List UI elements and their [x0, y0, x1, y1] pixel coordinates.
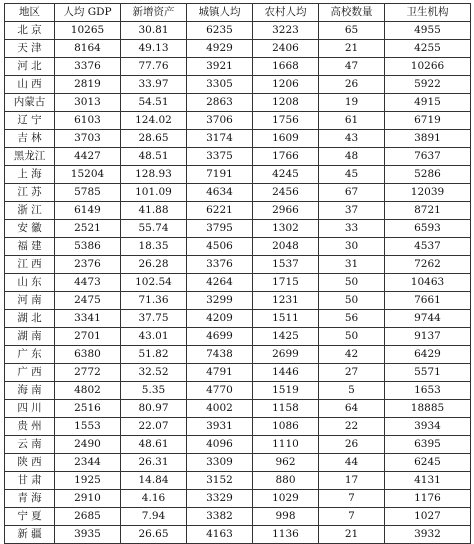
gdp-cell: 2910 — [55, 490, 121, 508]
table-row — [5, 40, 471, 58]
health-cell: 9137 — [385, 328, 471, 346]
new-assets-cell: 7.94 — [121, 508, 187, 526]
urban-cell: 3309 — [187, 454, 253, 472]
urban-cell: 4002 — [187, 400, 253, 418]
table-row — [5, 130, 471, 148]
gdp-cell: 2521 — [55, 220, 121, 238]
urban-cell: 3795 — [187, 220, 253, 238]
urban-cell: 3305 — [187, 76, 253, 94]
urban-cell: 3329 — [187, 490, 253, 508]
region-cell: 山 东 — [5, 274, 55, 292]
urban-cell: 4264 — [187, 274, 253, 292]
university-cell: 22 — [319, 418, 385, 436]
gdp-cell: 1553 — [55, 418, 121, 436]
new-assets-cell: 18.35 — [121, 238, 187, 256]
health-cell: 6429 — [385, 346, 471, 364]
table-row — [5, 364, 471, 382]
urban-cell: 3931 — [187, 418, 253, 436]
table-row — [5, 274, 471, 292]
urban-cell: 4506 — [187, 238, 253, 256]
region-cell: 新 疆 — [5, 526, 55, 544]
health-cell: 8721 — [385, 202, 471, 220]
rural-cell: 4245 — [253, 166, 319, 184]
university-cell: 65 — [319, 22, 385, 40]
university-cell: 67 — [319, 184, 385, 202]
region-cell: 山 西 — [5, 76, 55, 94]
urban-cell: 3375 — [187, 148, 253, 166]
gdp-cell: 4802 — [55, 382, 121, 400]
university-cell: 26 — [319, 76, 385, 94]
new-assets-cell: 101.09 — [121, 184, 187, 202]
gdp-cell: 3376 — [55, 58, 121, 76]
university-cell: 56 — [319, 310, 385, 328]
table-row — [5, 94, 471, 112]
new-assets-cell: 102.54 — [121, 274, 187, 292]
table-row — [5, 418, 471, 436]
table-row — [5, 220, 471, 238]
new-assets-cell: 124.02 — [121, 112, 187, 130]
region-cell: 湖 北 — [5, 310, 55, 328]
rural-cell: 1158 — [253, 400, 319, 418]
table-row — [5, 400, 471, 418]
urban-cell: 4929 — [187, 40, 253, 58]
rural-cell: 2456 — [253, 184, 319, 202]
rural-cell: 1609 — [253, 130, 319, 148]
table-row — [5, 238, 471, 256]
gdp-cell: 2772 — [55, 364, 121, 382]
new-assets-cell: 55.74 — [121, 220, 187, 238]
table-row — [5, 112, 471, 130]
table-row — [5, 310, 471, 328]
rural-cell: 998 — [253, 508, 319, 526]
urban-cell: 4096 — [187, 436, 253, 454]
rural-cell: 1231 — [253, 292, 319, 310]
urban-cell: 3174 — [187, 130, 253, 148]
rural-cell: 1136 — [253, 526, 319, 544]
new-assets-cell: 30.81 — [121, 22, 187, 40]
table-header — [5, 4, 471, 22]
new-assets-cell: 48.51 — [121, 148, 187, 166]
health-cell: 5571 — [385, 364, 471, 382]
rural-cell: 1446 — [253, 364, 319, 382]
region-cell: 江 西 — [5, 256, 55, 274]
health-cell: 6593 — [385, 220, 471, 238]
new-assets-cell: 5.35 — [121, 382, 187, 400]
university-cell: 21 — [319, 526, 385, 544]
health-cell: 9744 — [385, 310, 471, 328]
university-cell: 48 — [319, 148, 385, 166]
university-cell: 64 — [319, 400, 385, 418]
university-cell: 44 — [319, 454, 385, 472]
urban-cell: 4634 — [187, 184, 253, 202]
gdp-cell: 5386 — [55, 238, 121, 256]
new-assets-cell: 49.13 — [121, 40, 187, 58]
region-cell: 河 北 — [5, 58, 55, 76]
region-cell: 辽 宁 — [5, 112, 55, 130]
urban-cell: 6221 — [187, 202, 253, 220]
region-cell: 江 苏 — [5, 184, 55, 202]
rural-cell: 1519 — [253, 382, 319, 400]
new-assets-cell: 54.51 — [121, 94, 187, 112]
health-cell: 7661 — [385, 292, 471, 310]
region-cell: 广 东 — [5, 346, 55, 364]
gdp-cell: 3341 — [55, 310, 121, 328]
region-cell: 贵 州 — [5, 418, 55, 436]
health-cell: 3891 — [385, 130, 471, 148]
health-cell: 1653 — [385, 382, 471, 400]
rural-cell: 1206 — [253, 76, 319, 94]
header-rural-per-capita: 农村人均 — [253, 4, 319, 22]
health-cell: 3932 — [385, 526, 471, 544]
gdp-cell: 6103 — [55, 112, 121, 130]
university-cell: 19 — [319, 94, 385, 112]
new-assets-cell: 28.65 — [121, 130, 187, 148]
health-cell: 10266 — [385, 58, 471, 76]
table-row — [5, 76, 471, 94]
table-row — [5, 472, 471, 490]
rural-cell: 1537 — [253, 256, 319, 274]
health-cell: 4537 — [385, 238, 471, 256]
health-cell: 18885 — [385, 400, 471, 418]
university-cell: 50 — [319, 274, 385, 292]
urban-cell: 3299 — [187, 292, 253, 310]
urban-cell: 4699 — [187, 328, 253, 346]
urban-cell: 3382 — [187, 508, 253, 526]
region-cell: 内蒙古 — [5, 94, 55, 112]
urban-cell: 4209 — [187, 310, 253, 328]
table-row — [5, 184, 471, 202]
table-row — [5, 490, 471, 508]
rural-cell: 1110 — [253, 436, 319, 454]
region-cell: 湖 南 — [5, 328, 55, 346]
urban-cell: 4770 — [187, 382, 253, 400]
region-cell: 青 海 — [5, 490, 55, 508]
table-row — [5, 328, 471, 346]
gdp-cell: 2819 — [55, 76, 121, 94]
health-cell: 10463 — [385, 274, 471, 292]
university-cell: 43 — [319, 130, 385, 148]
region-cell: 河 南 — [5, 292, 55, 310]
header-new-assets: 新增资产 — [121, 4, 187, 22]
table-row — [5, 526, 471, 544]
rural-cell: 2699 — [253, 346, 319, 364]
rural-cell: 1302 — [253, 220, 319, 238]
rural-cell: 1715 — [253, 274, 319, 292]
table-row — [5, 202, 471, 220]
region-cell: 安 徽 — [5, 220, 55, 238]
health-cell: 1027 — [385, 508, 471, 526]
urban-cell: 3376 — [187, 256, 253, 274]
table-row — [5, 346, 471, 364]
rural-cell: 1511 — [253, 310, 319, 328]
university-cell: 42 — [319, 346, 385, 364]
health-cell: 1176 — [385, 490, 471, 508]
region-cell: 浙 江 — [5, 202, 55, 220]
new-assets-cell: 14.84 — [121, 472, 187, 490]
gdp-cell: 2376 — [55, 256, 121, 274]
university-cell: 33 — [319, 220, 385, 238]
urban-cell: 7191 — [187, 166, 253, 184]
table-row — [5, 148, 471, 166]
header-health-institutions: 卫生机构 — [385, 4, 471, 22]
rural-cell: 1425 — [253, 328, 319, 346]
new-assets-cell: 37.75 — [121, 310, 187, 328]
university-cell: 31 — [319, 256, 385, 274]
gdp-cell: 10265 — [55, 22, 121, 40]
region-cell: 海 南 — [5, 382, 55, 400]
region-cell: 广 西 — [5, 364, 55, 382]
urban-cell: 4791 — [187, 364, 253, 382]
new-assets-cell: 41.88 — [121, 202, 187, 220]
table-body — [5, 22, 471, 544]
urban-cell: 2863 — [187, 94, 253, 112]
gdp-cell: 2475 — [55, 292, 121, 310]
university-cell: 61 — [319, 112, 385, 130]
gdp-cell: 5785 — [55, 184, 121, 202]
urban-cell: 4163 — [187, 526, 253, 544]
new-assets-cell: 128.93 — [121, 166, 187, 184]
university-cell: 26 — [319, 436, 385, 454]
new-assets-cell: 77.76 — [121, 58, 187, 76]
gdp-cell: 1925 — [55, 472, 121, 490]
health-cell: 4131 — [385, 472, 471, 490]
header-gdp-per-capita: 人均 GDP — [55, 4, 121, 22]
new-assets-cell: 32.52 — [121, 364, 187, 382]
rural-cell: 2048 — [253, 238, 319, 256]
new-assets-cell: 26.28 — [121, 256, 187, 274]
urban-cell: 7438 — [187, 346, 253, 364]
region-cell: 北 京 — [5, 22, 55, 40]
rural-cell: 2406 — [253, 40, 319, 58]
table-row — [5, 22, 471, 40]
rural-cell: 962 — [253, 454, 319, 472]
new-assets-cell: 43.01 — [121, 328, 187, 346]
health-cell: 12039 — [385, 184, 471, 202]
table-row — [5, 508, 471, 526]
urban-cell: 3921 — [187, 58, 253, 76]
university-cell: 17 — [319, 472, 385, 490]
new-assets-cell: 33.97 — [121, 76, 187, 94]
gdp-cell: 8164 — [55, 40, 121, 58]
university-cell: 7 — [319, 490, 385, 508]
health-cell: 6245 — [385, 454, 471, 472]
table-row — [5, 256, 471, 274]
region-cell: 天 津 — [5, 40, 55, 58]
header-region: 地区 — [5, 4, 55, 22]
urban-cell: 3706 — [187, 112, 253, 130]
table-row — [5, 436, 471, 454]
urban-cell: 6235 — [187, 22, 253, 40]
health-cell: 3934 — [385, 418, 471, 436]
new-assets-cell: 80.97 — [121, 400, 187, 418]
gdp-cell: 2344 — [55, 454, 121, 472]
region-cell: 上 海 — [5, 166, 55, 184]
new-assets-cell: 26.65 — [121, 526, 187, 544]
gdp-cell: 3935 — [55, 526, 121, 544]
urban-cell: 3152 — [187, 472, 253, 490]
region-cell: 云 南 — [5, 436, 55, 454]
university-cell: 50 — [319, 292, 385, 310]
gdp-cell: 3013 — [55, 94, 121, 112]
header-urban-per-capita: 城镇人均 — [187, 4, 253, 22]
region-cell: 福 建 — [5, 238, 55, 256]
university-cell: 37 — [319, 202, 385, 220]
university-cell: 47 — [319, 58, 385, 76]
region-cell: 吉 林 — [5, 130, 55, 148]
region-cell: 黑龙江 — [5, 148, 55, 166]
region-cell: 陕 西 — [5, 454, 55, 472]
gdp-cell: 6380 — [55, 346, 121, 364]
university-cell: 30 — [319, 238, 385, 256]
rural-cell: 2966 — [253, 202, 319, 220]
university-cell: 21 — [319, 40, 385, 58]
gdp-cell: 2685 — [55, 508, 121, 526]
table-row — [5, 166, 471, 184]
header-university-count: 高校数量 — [319, 4, 385, 22]
table-row — [5, 382, 471, 400]
table-row — [5, 454, 471, 472]
university-cell: 7 — [319, 508, 385, 526]
gdp-cell: 4427 — [55, 148, 121, 166]
region-cell: 甘 肃 — [5, 472, 55, 490]
health-cell: 6719 — [385, 112, 471, 130]
health-cell: 7637 — [385, 148, 471, 166]
table-row — [5, 58, 471, 76]
gdp-cell: 6149 — [55, 202, 121, 220]
new-assets-cell: 71.36 — [121, 292, 187, 310]
health-cell: 7262 — [385, 256, 471, 274]
university-cell: 50 — [319, 328, 385, 346]
table-row — [5, 292, 471, 310]
gdp-cell: 2516 — [55, 400, 121, 418]
university-cell: 45 — [319, 166, 385, 184]
region-cell: 四 川 — [5, 400, 55, 418]
rural-cell: 1029 — [253, 490, 319, 508]
health-cell: 6395 — [385, 436, 471, 454]
new-assets-cell: 51.82 — [121, 346, 187, 364]
health-cell: 4915 — [385, 94, 471, 112]
rural-cell: 1766 — [253, 148, 319, 166]
university-cell: 5 — [319, 382, 385, 400]
new-assets-cell: 48.61 — [121, 436, 187, 454]
gdp-cell: 15204 — [55, 166, 121, 184]
health-cell: 5286 — [385, 166, 471, 184]
gdp-cell: 2490 — [55, 436, 121, 454]
region-cell: 宁 夏 — [5, 508, 55, 526]
new-assets-cell: 26.31 — [121, 454, 187, 472]
data-table — [4, 3, 471, 544]
health-cell: 5922 — [385, 76, 471, 94]
header-row — [5, 4, 471, 22]
rural-cell: 1208 — [253, 94, 319, 112]
gdp-cell: 4473 — [55, 274, 121, 292]
rural-cell: 1086 — [253, 418, 319, 436]
new-assets-cell: 22.07 — [121, 418, 187, 436]
rural-cell: 3223 — [253, 22, 319, 40]
rural-cell: 1756 — [253, 112, 319, 130]
health-cell: 4955 — [385, 22, 471, 40]
health-cell: 4255 — [385, 40, 471, 58]
university-cell: 27 — [319, 364, 385, 382]
new-assets-cell: 4.16 — [121, 490, 187, 508]
gdp-cell: 2701 — [55, 328, 121, 346]
rural-cell: 880 — [253, 472, 319, 490]
rural-cell: 1668 — [253, 58, 319, 76]
gdp-cell: 3703 — [55, 130, 121, 148]
